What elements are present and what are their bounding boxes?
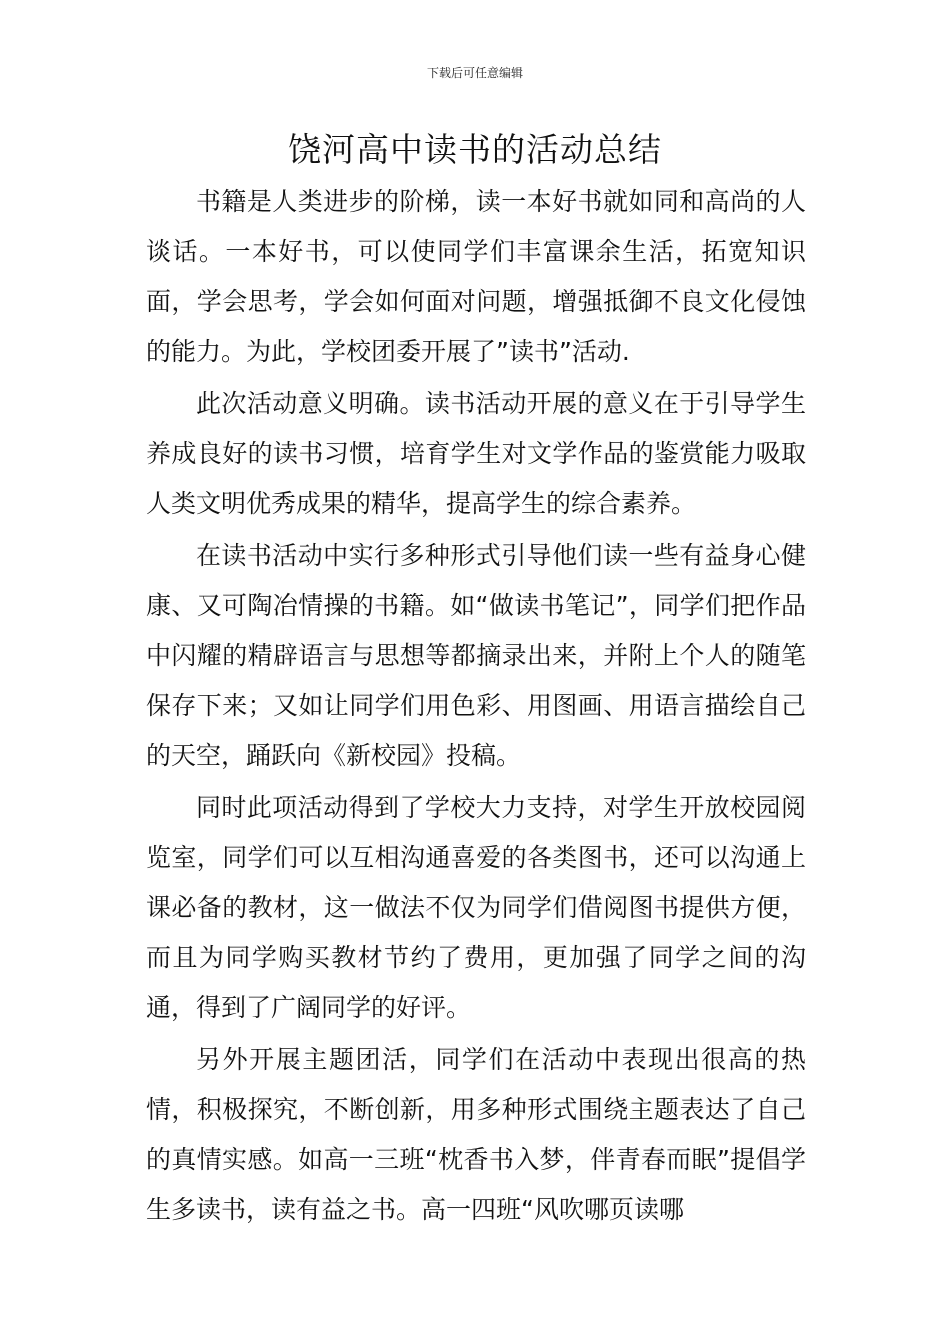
paragraph-2: 此次活动意义明确。读书活动开展的意义在于引导学生养成良好的读书习惯，培育学生对文学作品的鉴赏能力吸取人类文明优秀成果的精华，提高学生的综合素养。: [146, 389, 806, 518]
header-note: 下载后可任意编辑: [426, 66, 523, 80]
paragraph-5: 另外开展主题团活，同学们在活动中表现出很高的热情，积极探究，不断创新，用多种形式围绕主题表达了自己的真情实感。如高一三班“枕香书入梦，伴青春而眠”提倡学生多读书，读有益之书。高一四班“风吹哪页读哪: [146, 1045, 806, 1224]
paragraph-4: 同时此项活动得到了学校大力支持，对学生开放校园阅览室，同学们可以互相沟通喜爱的各类图书，还可以沟通上课必备的教材，这一做法不仅为同学们借阅图书提供方便，而且为同学购买教材节约了费用，更加强了同学之间的沟通，得到了广阔同学的好评。: [146, 793, 806, 1022]
document-body: [146, 177, 806, 1237]
document-title: 饶河高中读书的活动总结: [288, 130, 662, 169]
paragraph-3: 在读书活动中实行多种形式引导他们读一些有益身心健康、又可陶冶情操的书籍。如“做读书笔记”，同学们把作品中闪耀的精辟语言与思想等都摘录出来，并附上个人的随笔保存下来；又如让同学们用色彩、用图画、用语言描绘自己的天空，踊跃向《新校园》投稿。: [146, 541, 806, 770]
paragraph-1: 书籍是人类进步的阶梯，读一本好书就如同和高尚的人谈话。一本好书，可以使同学们丰富课余生活，拓宽知识面，学会思考，学会如何面对问题，增强抵御不良文化侵蚀的能力。为此，学校团委开展了”读书”活动.: [146, 187, 806, 366]
